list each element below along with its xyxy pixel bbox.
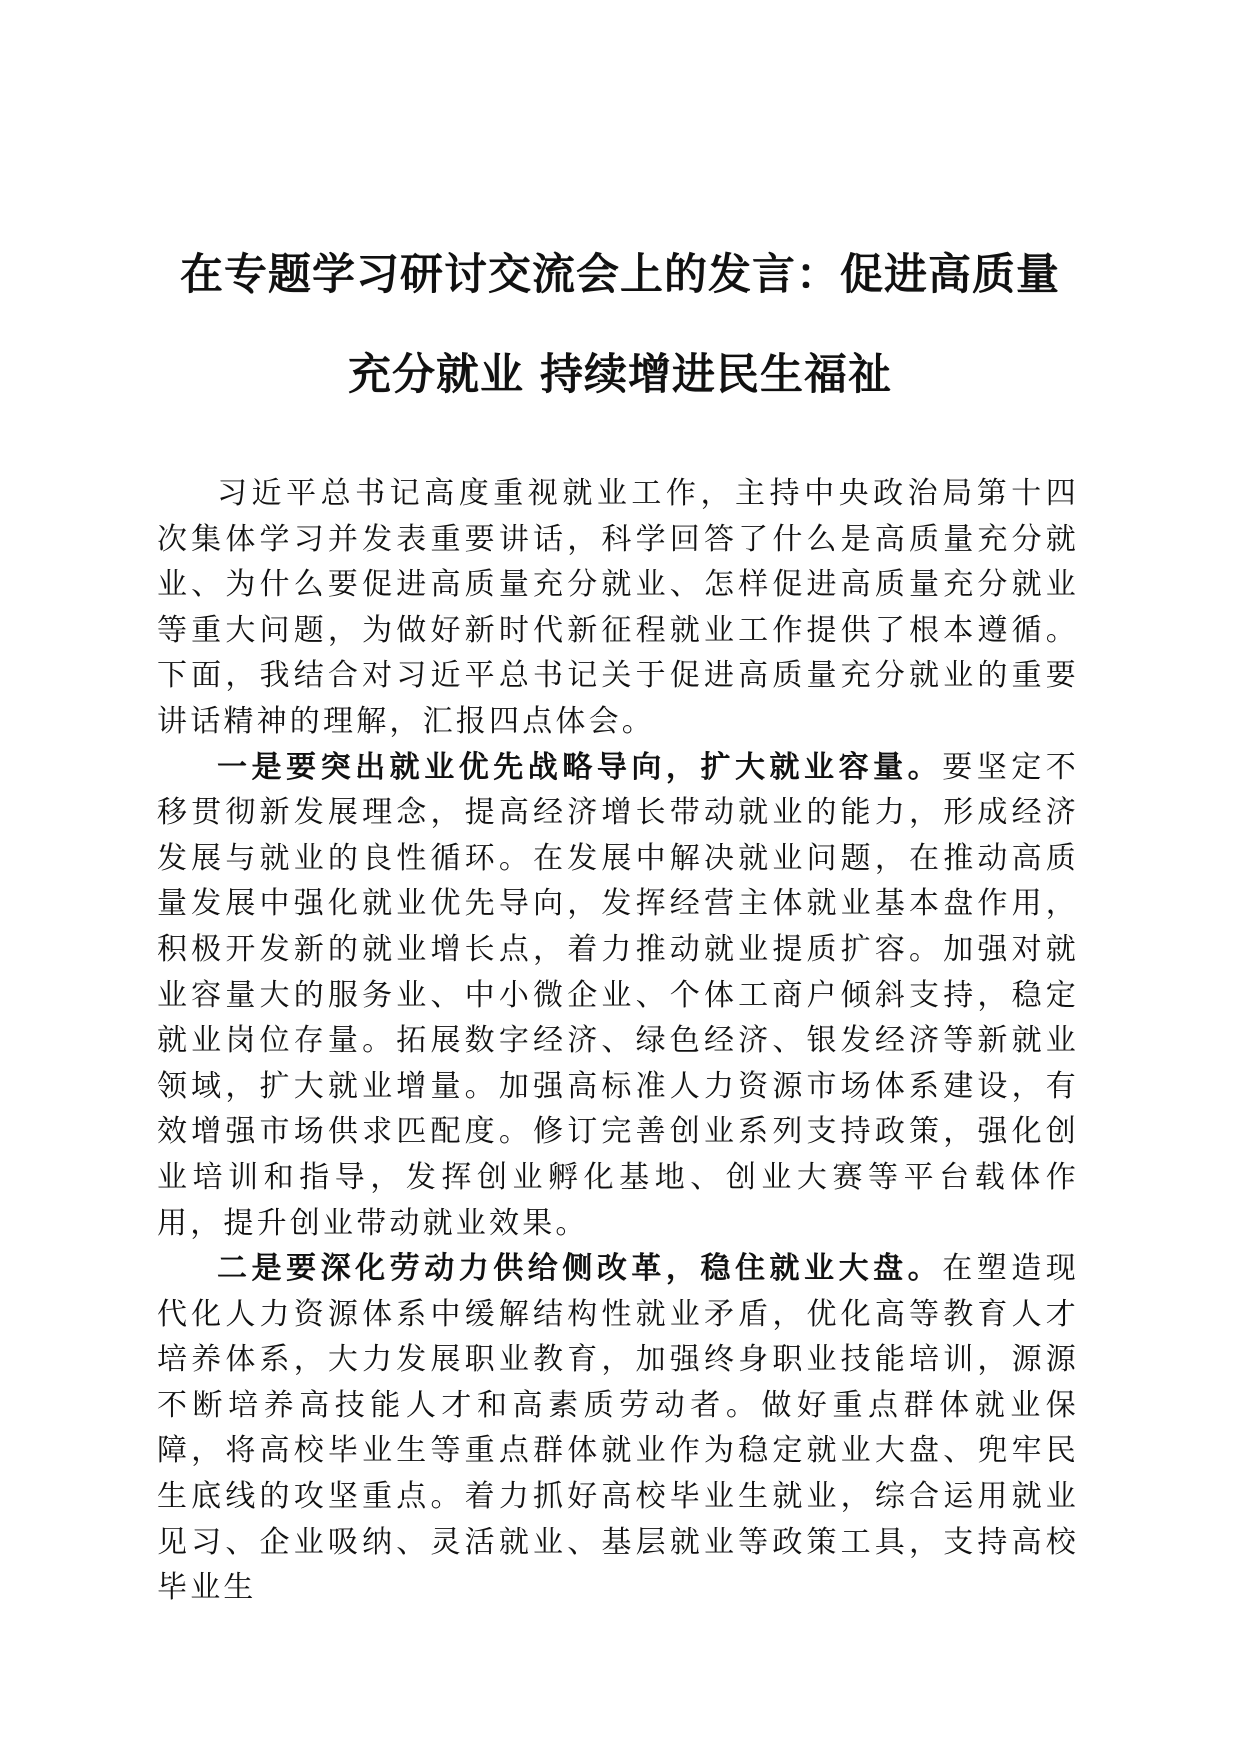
paragraph-point-2	[157, 1246, 1079, 1611]
paragraph-point-1-lead: 一是要突出就业优先战略导向，扩大就业容量。	[217, 749, 943, 785]
title-line-2: 充分就业 持续增进民生福祉	[348, 350, 892, 400]
title-line-1: 在专题学习研讨交流会上的发言：促进高质量	[180, 250, 1060, 300]
paragraph-intro-text: 习近平总书记高度重视就业工作，主持中央政治局第十四次集体学习并发表重要讲话，科学回答了什么是高质量充分就业、为什么要促进高质量充分就业、怎样促进高质量充分就业等重大问题，为做好新时代新征程就业工作提供了根本遵循。下面，我结合对习近平总书记关于促进高质量充分就业的重要讲话精神的理解，汇报四点体会。	[157, 476, 1079, 739]
paragraph-point-1	[157, 745, 1079, 1247]
document-body	[157, 471, 1079, 1611]
paragraph-point-2-text: 在塑造现代化人力资源体系中缓解结构性就业矛盾，优化高等教育人才培养体系，大力发展职业教育，加强终身职业技能培训，源源不断培养高技能人才和高素质劳动者。做好重点群体就业保障，将高校毕业生等重点群体就业作为稳定就业大盘、兜牢民生底线的攻坚重点。着力抓好高校毕业生就业，综合运用就业见习、企业吸纳、灵活就业、基层就业等政策工具，支持高校毕业生	[157, 1251, 1079, 1606]
document-title	[150, 225, 1090, 425]
paragraph-point-2-lead: 二是要深化劳动力供给侧改革，稳住就业大盘。	[217, 1251, 943, 1287]
paragraph-intro	[157, 471, 1079, 745]
paragraph-point-1-text: 要坚定不移贯彻新发展理念，提高经济增长带动就业的能力，形成经济发展与就业的良性循环。在发展中解决就业问题，在推动高质量发展中强化就业优先导向，发挥经营主体就业基本盘作用，积极开发新的就业增长点，着力推动就业提质扩容。加强对就业容量大的服务业、中小微企业、个体工商户倾斜支持，稳定就业岗位存量。拓展数字经济、绿色经济、银发经济等新就业领域，扩大就业增量。加强高标准人力资源市场体系建设，有效增强市场供求匹配度。修订完善创业系列支持政策，强化创业培训和指导，发挥创业孵化基地、创业大赛等平台载体作用，提升创业带动就业效果。	[157, 749, 1079, 1241]
